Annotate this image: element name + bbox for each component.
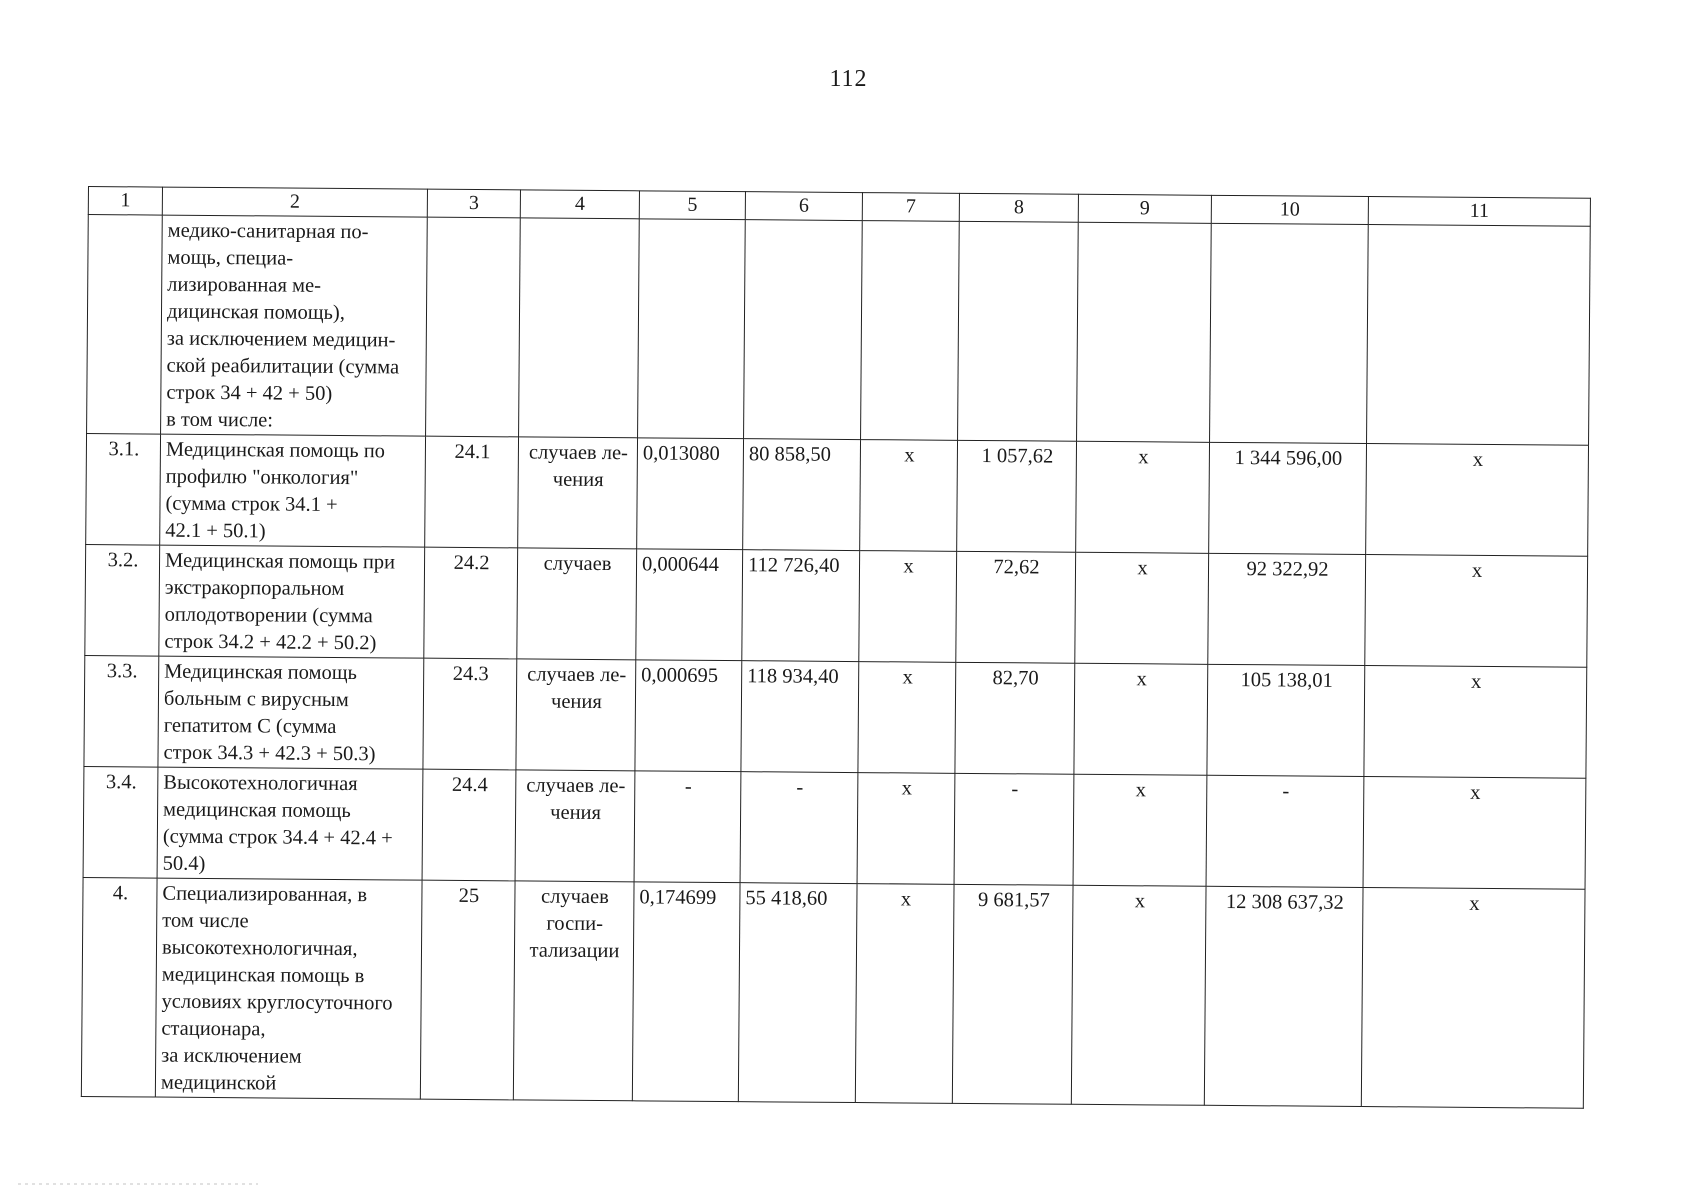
value-cell-7 <box>861 221 960 441</box>
value-cell-8: 72,62 <box>956 551 1076 663</box>
value-cell-11: х <box>1361 888 1585 1109</box>
value-cell-10: - <box>1206 775 1364 887</box>
row-number-cell: 3.4. <box>83 766 158 878</box>
value-cell-8: 82,70 <box>955 662 1075 774</box>
table-row <box>84 655 1587 778</box>
value-cell-5: 0,174699 <box>632 882 740 1102</box>
value-cell-6: 118 934,40 <box>741 661 859 773</box>
value-cell-6: 55 418,60 <box>738 883 857 1103</box>
header-cell: 8 <box>959 193 1078 222</box>
value-cell-10: 1 344 596,00 <box>1209 442 1367 554</box>
value-cell-6: 80 858,50 <box>743 439 861 551</box>
value-cell-9: х <box>1071 885 1206 1105</box>
table-row <box>85 544 1588 667</box>
value-cell-10: 105 138,01 <box>1207 664 1365 776</box>
line-code-cell: 24.1 <box>425 436 519 548</box>
value-cell-9: х <box>1076 441 1210 553</box>
row-name-cell: Медицинская помощь по профилю "онкология" (сумма строк 34.1 + 42.1 + 50.1) <box>160 434 426 547</box>
row-number-cell <box>87 215 163 435</box>
value-cell-9: х <box>1075 552 1209 664</box>
header-cell: 4 <box>520 190 639 219</box>
line-code-cell: 24.3 <box>423 658 517 770</box>
table-row <box>81 877 1585 1108</box>
unit-cell: случаев ле- чения <box>518 437 638 549</box>
scan-artifact <box>18 1183 258 1185</box>
value-cell-6: 112 726,40 <box>742 550 860 662</box>
value-cell-7: х <box>860 440 958 552</box>
value-cell-11: х <box>1365 555 1588 668</box>
row-name-cell: Медицинская помощь больным с вирусным гепатитом С (сумма строк 34.3 + 42.3 + 50.3) <box>158 656 424 769</box>
row-number-cell: 3.2. <box>85 544 160 656</box>
table-row <box>87 215 1591 446</box>
row-number-cell: 3.3. <box>84 655 159 767</box>
data-table-sheet <box>81 186 1590 1109</box>
header-cell: 1 <box>88 187 162 216</box>
value-cell-7: х <box>859 551 957 663</box>
header-cell: 11 <box>1368 197 1590 227</box>
row-number-cell: 3.1. <box>86 433 161 545</box>
unit-cell: случаев ле- чения <box>516 659 636 771</box>
value-cell-7: х <box>855 884 954 1104</box>
value-cell-11: х <box>1364 666 1587 779</box>
value-cell-5 <box>638 219 746 439</box>
value-cell-7: х <box>857 773 955 885</box>
row-name-cell: Высокотехнологичная медицинская помощь (сумма строк 34.4 + 42.4 + 50.4) <box>157 767 423 880</box>
unit-cell <box>519 218 640 438</box>
row-name-cell: медико-санитарная по- мощь, специа- лизированная ме- дицинская помощь), за исключением медицин- ской реабилитации (сумма строк 34 + 42 + 50) в том числе: <box>161 215 428 436</box>
value-cell-7: х <box>858 662 956 774</box>
value-cell-5: 0,000644 <box>636 549 743 661</box>
line-code-cell: 25 <box>420 880 515 1100</box>
value-cell-10 <box>1210 223 1369 443</box>
value-cell-5: 0,013080 <box>637 438 744 550</box>
table-row <box>83 766 1586 889</box>
header-cell: 3 <box>427 189 520 218</box>
line-code-cell: 24.2 <box>424 547 518 659</box>
header-cell: 6 <box>745 192 862 221</box>
line-code-cell: 24.4 <box>422 769 516 881</box>
value-cell-8: 1 057,62 <box>957 440 1077 552</box>
value-cell-10: 92 322,92 <box>1208 553 1366 665</box>
value-cell-8: 9 681,57 <box>952 884 1073 1104</box>
header-cell: 9 <box>1078 194 1211 223</box>
header-cell: 5 <box>639 191 745 220</box>
value-cell-5: - <box>634 771 741 883</box>
value-cell-9: х <box>1074 663 1208 775</box>
header-cell: 2 <box>162 187 427 217</box>
value-cell-11: х <box>1363 777 1586 890</box>
value-cell-5: 0,000695 <box>635 660 742 772</box>
value-cell-11 <box>1367 225 1591 446</box>
header-cell: 7 <box>862 193 959 222</box>
row-name-cell: Специализированная, в том числе высокотехнологичная, медицинская помощь в условиях круглосуточного стационара, за исключением медицинской <box>155 878 422 1099</box>
value-cell-6 <box>744 220 863 440</box>
value-cell-8: - <box>954 773 1074 885</box>
unit-cell: случаев госпи- тализации <box>513 881 634 1101</box>
unit-cell: случаев <box>517 548 637 660</box>
value-cell-8 <box>958 221 1079 441</box>
row-name-cell: Медицинская помощь при экстракорпоральном оплодотворении (сумма строк 34.2 + 42.2 + 50.2) <box>159 545 425 658</box>
value-cell-11: х <box>1366 444 1589 557</box>
data-table <box>81 186 1591 1109</box>
unit-cell: случаев ле- чения <box>515 770 635 882</box>
line-code-cell <box>426 217 521 437</box>
value-cell-10: 12 308 637,32 <box>1204 886 1363 1106</box>
header-cell: 10 <box>1211 195 1368 224</box>
value-cell-6: - <box>740 772 858 884</box>
table-row <box>86 433 1589 556</box>
page-number: 112 <box>829 66 868 92</box>
row-number-cell: 4. <box>81 877 157 1097</box>
value-cell-9 <box>1077 222 1212 442</box>
value-cell-9: х <box>1073 774 1207 886</box>
